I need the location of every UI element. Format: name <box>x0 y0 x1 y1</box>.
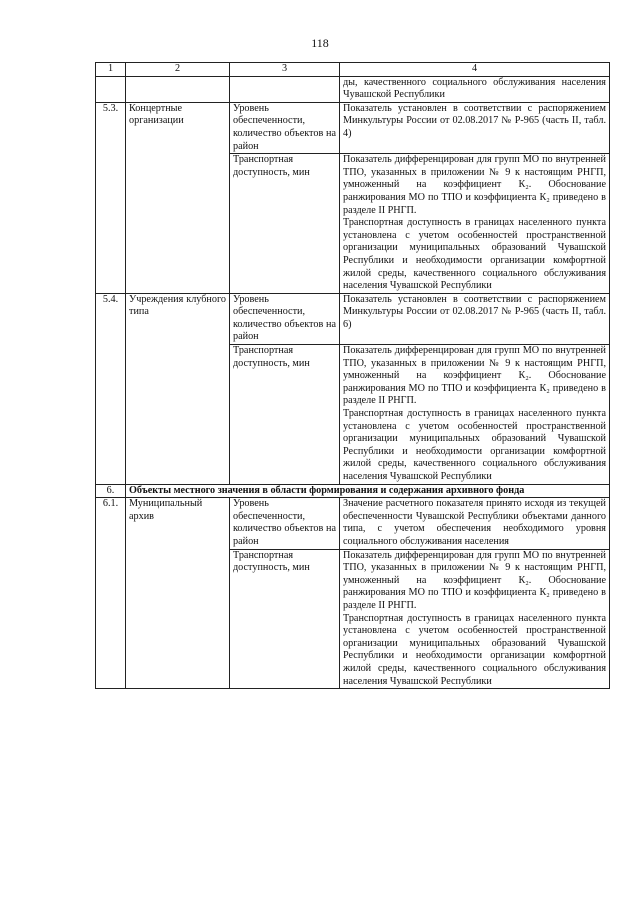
continuation-row <box>96 76 610 102</box>
standards-table <box>95 62 610 689</box>
indicator-justification <box>340 345 610 485</box>
paragraph: Транспортная доступность в границах населенного пункта установлена с учетом особенностей пространственной организации муниципальных образований Чувашской Республики и необходимости организации комфортной жилой среды, качественного социального обслуживания населения Чувашской Республики <box>343 408 606 482</box>
paragraph: Показатель установлен в соответствии с распоряжением Минкультуры России от 02.08.2017 № Р-965 (часть II, табл. 6) <box>343 293 606 330</box>
row-number: 6.1. <box>96 498 126 689</box>
indicator-name: Уровень обеспеченности, количество объектов на район <box>230 498 340 549</box>
indicator-justification <box>340 498 610 549</box>
paragraph: Показатель установлен в соответствии с распоряжением Минкультуры России от 02.08.2017 № Р-965 (часть II, табл. 4) <box>343 102 606 139</box>
indicator-justification <box>340 293 610 344</box>
table-row <box>96 498 610 549</box>
indicator-name: Транспортная доступность, мин <box>230 549 340 689</box>
indicator-name: Транспортная доступность, мин <box>230 154 340 294</box>
row-number: 5.4. <box>96 293 126 484</box>
paragraph: Показатель дифференцирован для групп МО по внутренней ТПО, указанных в приложении № 9 к настоящим РНГП, умноженный на коэффициент К₂. Обоснование ранжирования МО по ТПО и коэффициента К₂ приведено в разделе II РНГП. <box>343 345 606 407</box>
section-number: 6. <box>96 484 126 498</box>
object-name: Концертные организации <box>126 102 230 293</box>
paragraph: Показатель дифференцирован для групп МО по внутренней ТПО, указанных в приложении № 9 к настоящим РНГП, умноженный на коэффициент К₂. Обоснование ранжирования МО по ТПО и коэффициента К₂ приведено в разделе II РНГП. <box>343 154 606 216</box>
table-row <box>96 293 610 344</box>
indicator-justification <box>340 102 610 153</box>
column-header: 4 <box>340 63 610 77</box>
row-number: 5.3. <box>96 102 126 293</box>
indicator-name: Уровень обеспеченности, количество объектов на район <box>230 102 340 153</box>
column-header: 2 <box>126 63 230 77</box>
continuation-text: ды, качественного социального обслуживания населения Чувашской Республики <box>340 76 610 102</box>
section-heading-row <box>96 484 610 498</box>
paragraph: Показатель дифференцирован для групп МО по внутренней ТПО, указанных в приложении № 9 к настоящим РНГП, умноженный на коэффициент К₂. Обоснование ранжирования МО по ТПО и коэффициента К₂ приведено в разделе II РНГП. <box>343 549 606 611</box>
object-name: Учреждения клубного типа <box>126 293 230 484</box>
indicator-justification <box>340 154 610 294</box>
column-header: 3 <box>230 63 340 77</box>
paragraph: Значение расчетного показателя принято исходя из текущей обеспеченности Чувашской Республики объектами данного типа, с учетом обеспечения необходимого уровня социального обслуживания населения <box>343 498 606 547</box>
section-title: Объекты местного значения в области формирования и содержания архивного фонда <box>126 484 610 498</box>
page-number: 118 <box>311 36 329 50</box>
column-header-row <box>96 63 610 77</box>
indicator-justification <box>340 549 610 689</box>
table-row <box>96 102 610 153</box>
column-header: 1 <box>96 63 126 77</box>
paragraph: Транспортная доступность в границах населенного пункта установлена с учетом особенностей пространственной организации муниципальных образований Чувашской Республики и необходимости организации комфортной жилой среды, качественного социального обслуживания населения Чувашской Республики <box>343 217 606 292</box>
indicator-name: Уровень обеспеченности, количество объектов на район <box>230 293 340 344</box>
indicator-name: Транспортная доступность, мин <box>230 345 340 485</box>
object-name: Муниципальный архив <box>126 498 230 689</box>
paragraph: Транспортная доступность в границах населенного пункта установлена с учетом особенностей пространственной организации муниципальных образований Чувашской Республики и необходимости организации комфортной жилой среды, качественного социального обслуживания населения Чувашской Республики <box>343 612 606 687</box>
